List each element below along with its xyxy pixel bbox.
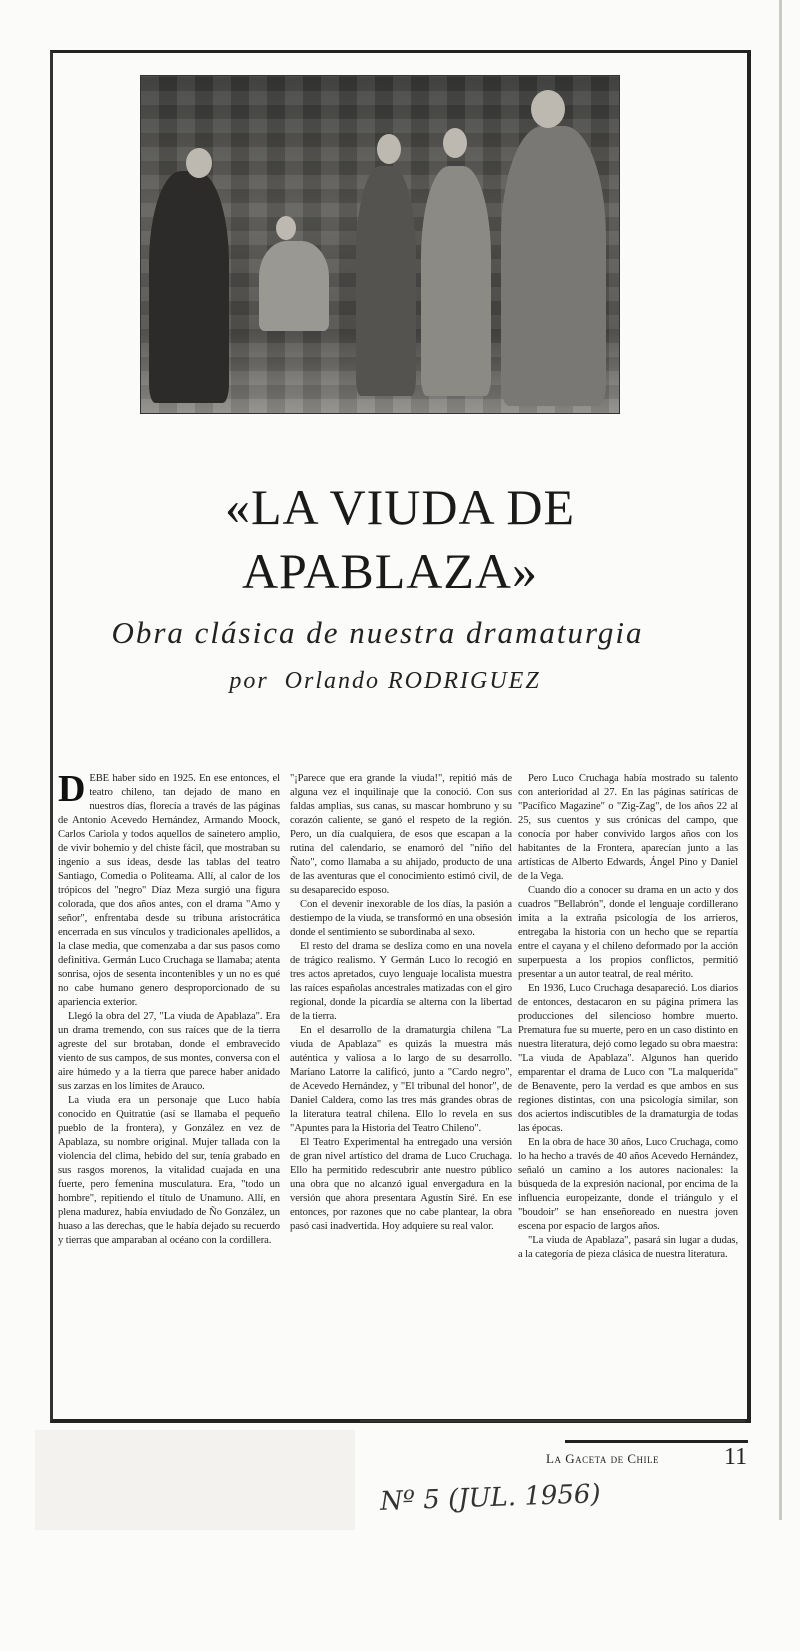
figure-head [377, 134, 401, 164]
paragraph: "La viuda de Apablaza", pasará sin lugar a dudas, a la categoría de pieza clásica de nuestra literatura. [518, 1235, 738, 1260]
drop-cap: D [58, 768, 86, 810]
figure-man-3 [501, 126, 606, 406]
paragraph: El resto del drama se desliza como en una novela de trágico realismo. Y Germán Luco lo recogió en tres actos apretados, cuyo lenguaje localista muestra las raíces españolas ancestrales matizadas con el giro regional, donde la picardía se alterna con la libertad de la tierra. [290, 941, 512, 1022]
figure-man-1 [356, 166, 416, 396]
article-column-3 [518, 772, 738, 1262]
stage-photo [140, 75, 620, 414]
figure-head [531, 90, 565, 128]
figure-head [186, 148, 212, 178]
paragraph: La viuda era un personaje que Luco había conocido en Quitratúe (así se llamaba el pequeño pueblo de la frontera), y González en vez de Apablaza, su nombre original. Mujer tallada con la violencia del clima, hebido del sur, tenía grabado en sus rasgos morenos, la vitalidad cuajada en una fuerte, pero femenina musculatura. Era, "todo un hombre", repitiendo el título de Unamuno. Allí, en plena madurez, había enviudado de Ño González, un huaso a las derechas, que le había dejado su recuerdo y tierras que amparaban al océano con la cordillera. [58, 1095, 280, 1246]
figure-head [443, 128, 467, 158]
article-title-line-2: APABLAZA» [241, 543, 539, 599]
page-number: 11 [724, 1444, 748, 1470]
paragraph: El Teatro Experimental ha entregado una versión de gran nivel artístico del drama de Luco Cruchaga. Ello ha permitido redescubrir ante nuestro público una obra que no alcanzó igual envergadura en la versión que ahora presentara Agustín Siré. En ese entonces, por razones que no cabe plantear, la obra pasó casi inadvertida. Hoy adquiere su real valor. [290, 1137, 512, 1232]
paragraph: Cuando dio a conocer su drama en un acto y dos cuadros "Bellabrón", donde el lenguaje cordillerano imita a la extraña psicología de los arrieros, entregaba la historia con un hecho que se repartía entre el cayana y el chileno deformado por la acción superpuesta a los propios conflictos, permitió presentar a un autor teatral, de real mérito. [518, 885, 738, 980]
article-column-2 [290, 772, 512, 1234]
paragraph: "¡Parece que era grande la viuda!", repitió más de alguna vez el inquilinaje que la conoció. Con sus faldas amplias, sus canas, su mascar hombruno y su corazón caliente, se ganó el respeto de la región. Pero, un día cualquiera, de esos que escapan a la rutina del calendario, se enamoró del "niño del Ñato", como llamaba a su ahijado, producto de una de las aventuras que el conocimiento estimó civil, de su desaparecido esposo. [290, 773, 512, 896]
figure-widow [149, 171, 229, 403]
byline-prefix: por [229, 668, 269, 694]
paragraph: En el desarrollo de la dramaturgia chilena "La viuda de Apablaza" es quizás la muestra más auténtica y valiosa a lo largo de su desarrollo. Mariano Latorre la calificó, junto a "Cardo negro", de Acevedo Hernández, y "El tribunal del honor", de Daniel Caldera, como las tres más grandes obras de la literatura teatral chilena. Ello lo revela en sus "Apuntes para la Historia del Teatro Chileno". [290, 1025, 512, 1134]
footer-rule [565, 1440, 748, 1443]
paragraph: En 1936, Luco Cruchaga desapareció. Los diarios de entonces, destacaron en su página primera las producciones del silencioso hombre muerto. Prematura fue su muerte, pero en un caso distinto en nuestra literatura, dejó como legado su obra maestra: "La viuda de Apablaza". Algunos han querido emparentar el drama de Luco con "La malquerida" de Benavente, pero la verdad es que ambos en sus regiones distintas, con una psicología similar, son dos aciertos indiscutibles de la dramaturgia de todas las épocas. [518, 983, 738, 1134]
publication-name: La Gaceta de Chile [546, 1451, 660, 1466]
handwritten-note: Nº 5 (JUL. 1956) [379, 1479, 602, 1517]
paragraph: Con el devenir inexorable de los días, la pasión a destiempo de la viuda, se transformó en una obsesión donde el sentimiento se subordinaba al sexo. [290, 899, 512, 938]
article-title-line-1: «LA VIUDA DE [225, 479, 575, 535]
byline-author: Orlando RODRIGUEZ [284, 668, 541, 694]
article-column-1 [58, 768, 280, 1248]
figure-head [276, 216, 296, 240]
scan-edge [779, 0, 782, 1520]
article-subtitle: Obra clásica de nuestra dramaturgia [111, 615, 644, 650]
byline [0, 666, 770, 696]
paragraph: Pero Luco Cruchaga había mostrado su talento con anterioridad al 27. En las páginas satíricas de "Pacífico Magazine" o "Zig-Zag", de los años 22 al 25, sus cuentos y sus crónicas del campo, que conocía por haber convivido largos años con los habitantes de la Frontera, aparecían junto a las artísticas de Alberto Edwards, Ángel Pino y Daniel de la Vega. [518, 773, 738, 882]
figure-seated [259, 241, 329, 331]
footer-rule [360, 1420, 745, 1422]
paragraph: En la obra de hace 30 años, Luco Cruchaga, como lo ha hecho a través de 40 años Acevedo Hernández, señaló un camino a los autores nacionales: la búsqueda de la expresión nacional, por encima de la influencia europeizante, donde el triángulo y el "boudoir" se han enseñoreado en nuestra joven escena por espacio de largos años. [518, 1137, 738, 1232]
paragraph: Llegó la obra del 27, "La viuda de Apablaza". Era un drama tremendo, con sus raíces que de la tierra agreste del sur brotaban, donde el embravecido viento de sus campos, de sus montes, conversa con el aire húmedo y a la tierra que parece haber anidado sus zarzas en los límites de Arauco. [58, 1011, 280, 1092]
figure-man-2 [421, 166, 491, 396]
paper-smudge [35, 1430, 355, 1530]
paragraph-text: EBE haber sido en 1925. En ese entonces, el teatro chileno, tan dejado de mano en nuestros días, florecía a través de las páginas de Antonio Acevedo Hernández, Armando Moock, Carlos Cariola y todos aquellos de sainetero amplio, de vivir bohemio y del chiste fácil, que mostraban su ingenio a sus ideas, desde las tablas del teatro Santiago, Comedia o Politeama. Allí, al calor de los trópicos del "negro" Díaz Meza surgió una figura colorada, que dos años antes, con el drama "Amo y señor", enfrentaba desde su tribuna aristocrática encerrada en sus vínculos y tradicionales apellidos, a la clase media, que comenzaba a dar sus pasos como definitiva. Germán Luco Cruchaga se llamaba; atenta sonrisa, ojos de sesenta incontenibles y un no es qué no cabe humano genero desproporcionado de su apariencia exterior. [58, 773, 280, 1008]
paragraph [58, 768, 280, 1010]
